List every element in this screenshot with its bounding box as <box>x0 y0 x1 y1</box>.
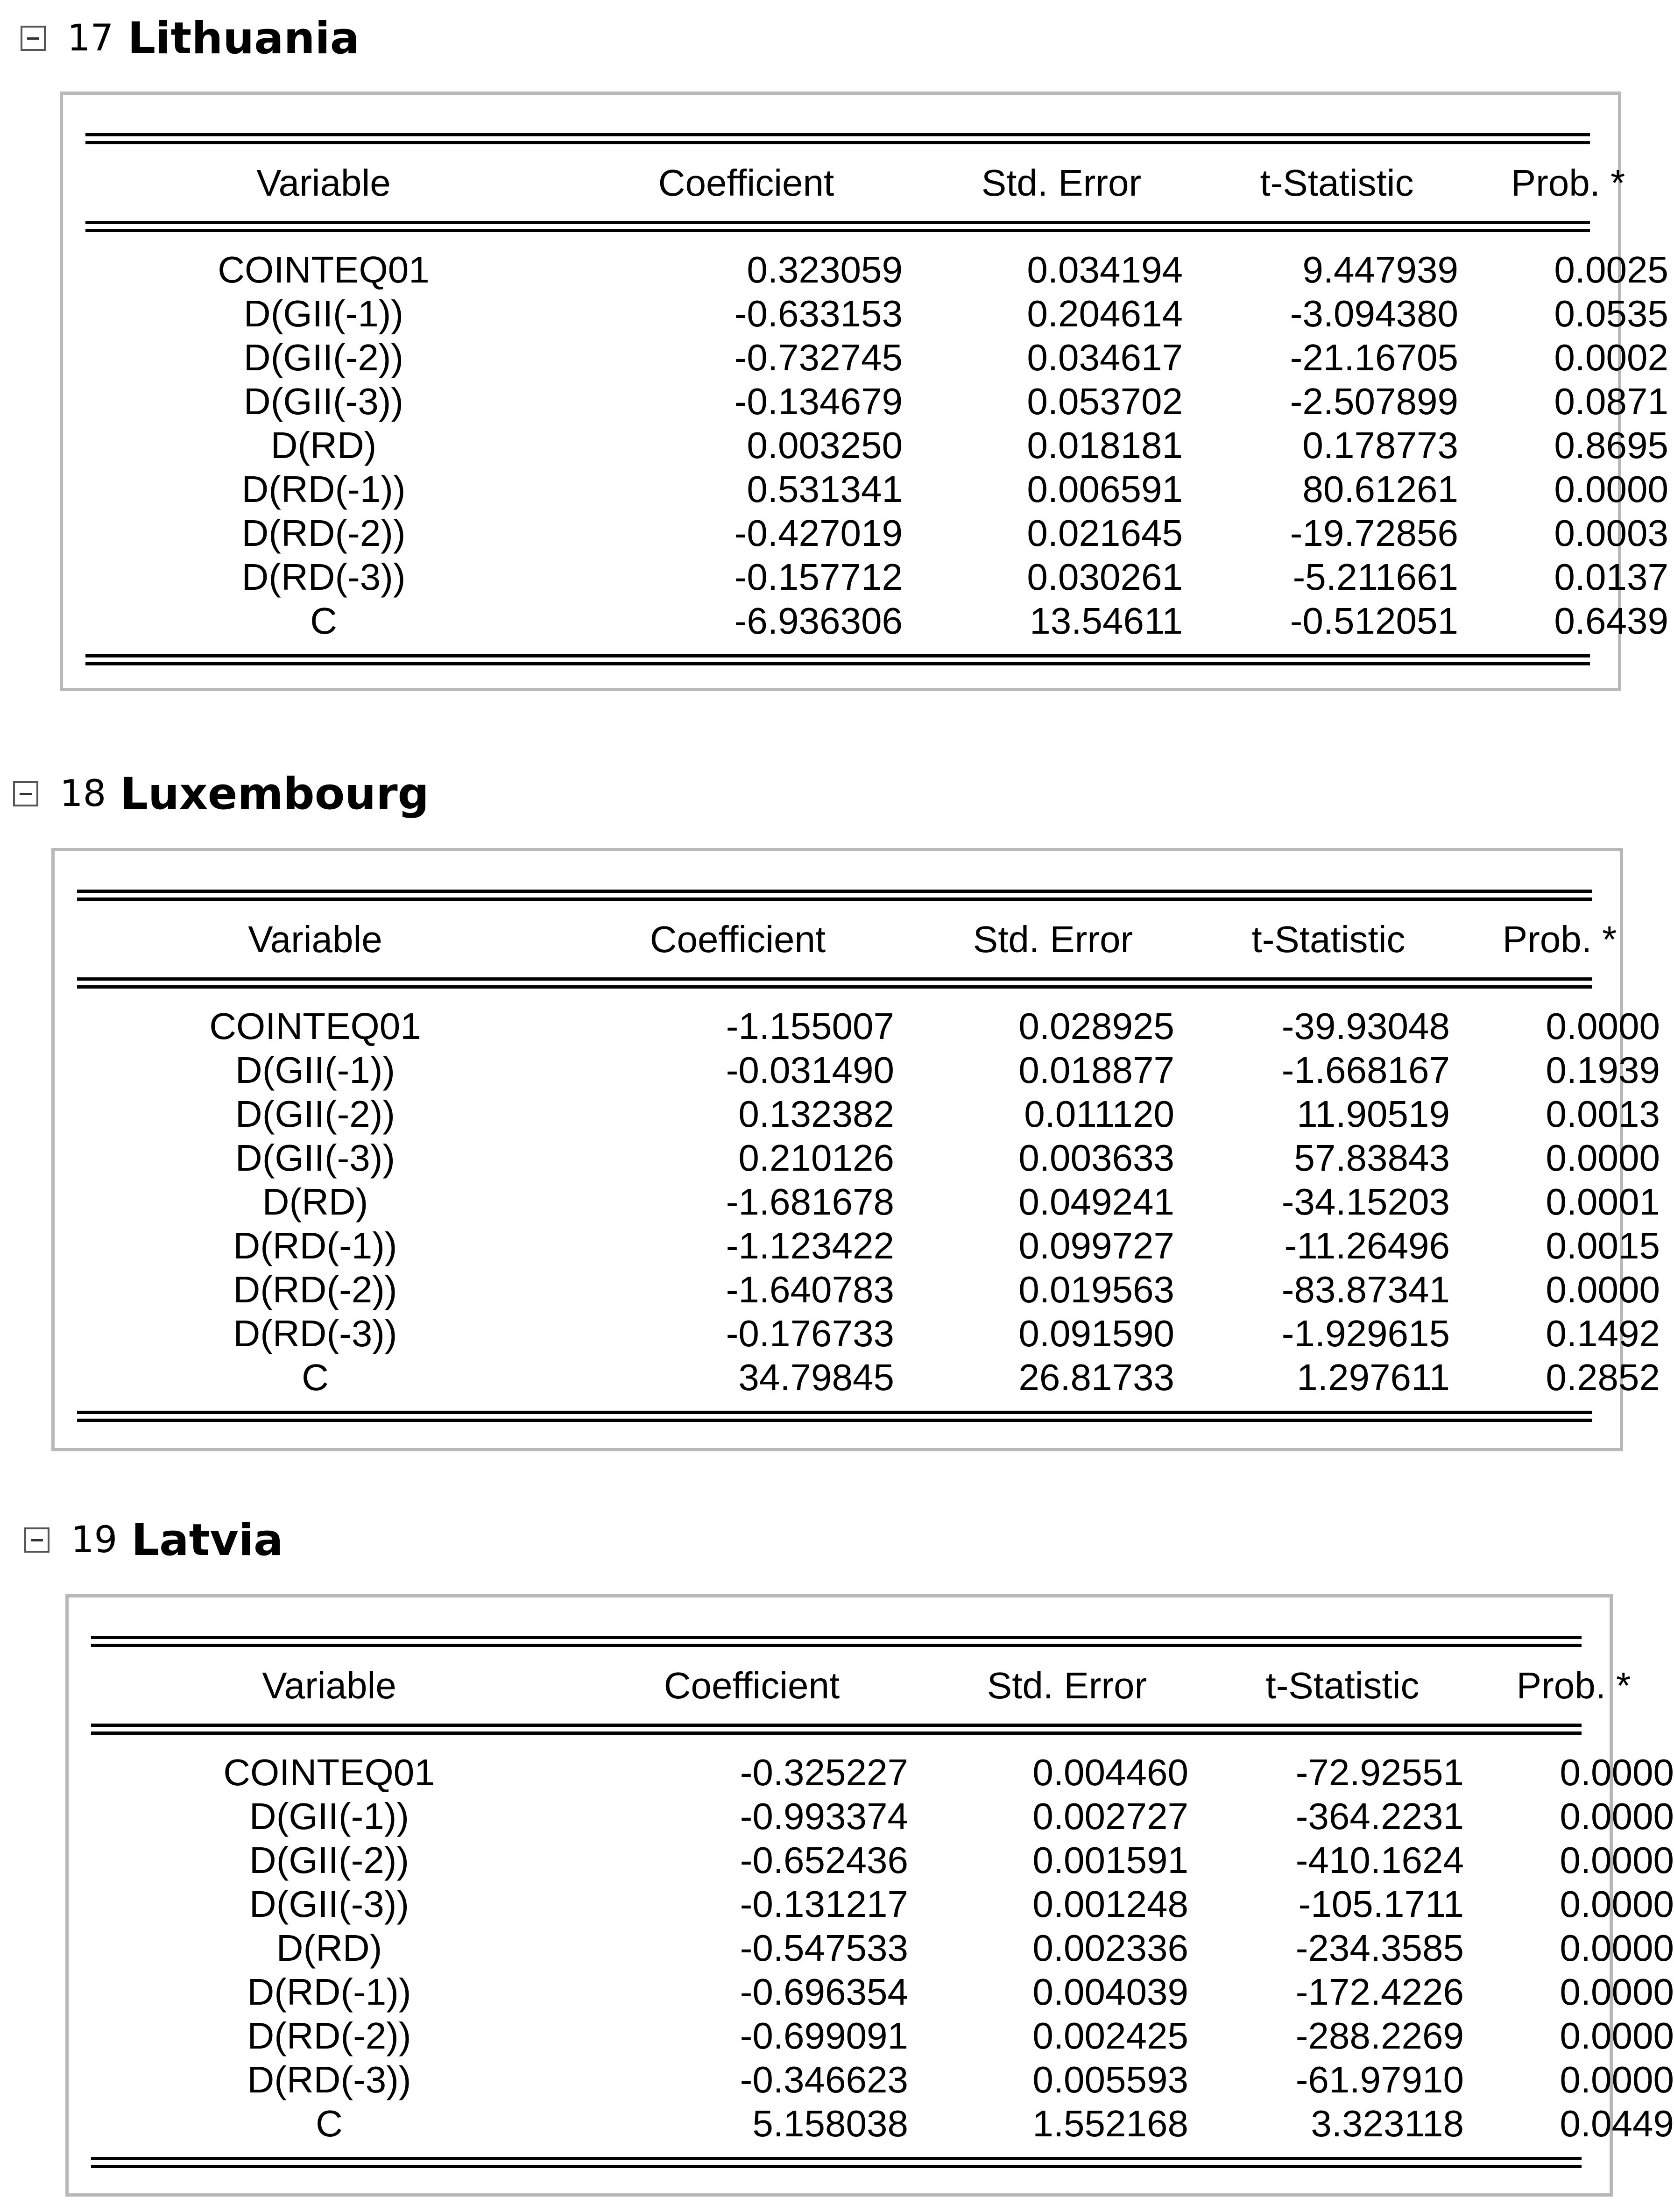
table-row <box>85 511 1668 555</box>
cell-std-error: 1.552168 <box>1032 2103 1188 2144</box>
cell-prob: 0.2852 <box>1546 1357 1660 1398</box>
cell-coefficient: 0.531341 <box>747 468 903 510</box>
table-row <box>85 336 1668 380</box>
cell-std-error: 0.030261 <box>1027 556 1183 598</box>
bottom-double-rule <box>91 2157 1582 2168</box>
table-row <box>77 1004 1660 1048</box>
table-header-row <box>85 161 1625 205</box>
table-row <box>77 1048 1660 1092</box>
table-row <box>91 1970 1674 2014</box>
column-header-coefficient: Coefficient <box>658 162 834 204</box>
cell-coefficient: 0.003250 <box>747 424 903 466</box>
table-row <box>85 599 1668 643</box>
cell-variable: D(GII(-2)) <box>243 337 404 378</box>
cell-std-error: 0.034194 <box>1027 249 1183 290</box>
table-row <box>91 2058 1674 2102</box>
cell-std-error: 0.053702 <box>1027 381 1183 422</box>
cell-coefficient: -0.131217 <box>740 1883 908 1925</box>
cell-prob: 0.0000 <box>1560 1883 1674 1925</box>
cell-prob: 0.1939 <box>1546 1049 1660 1091</box>
cell-t-statistic: 57.83843 <box>1294 1137 1450 1179</box>
cell-std-error: 0.002425 <box>1032 2015 1188 2057</box>
cell-t-statistic: -5.211661 <box>1293 556 1458 598</box>
table-row <box>77 1180 1660 1224</box>
cell-variable: COINTEQ01 <box>209 1005 421 1047</box>
cell-prob: 0.0000 <box>1560 1795 1674 1837</box>
table-row <box>91 1751 1674 1795</box>
cell-std-error: 0.006591 <box>1027 468 1183 510</box>
cell-prob: 0.0000 <box>1560 2015 1674 2057</box>
table-row <box>85 292 1668 336</box>
cell-variable: C <box>302 1357 329 1398</box>
cell-prob: 0.0000 <box>1560 1752 1674 1793</box>
cell-variable: COINTEQ01 <box>223 1752 435 1793</box>
cell-coefficient: -0.176733 <box>726 1313 894 1354</box>
cell-t-statistic: -3.094380 <box>1290 293 1458 334</box>
table-row <box>91 1882 1674 1926</box>
cell-coefficient: -0.652436 <box>740 1839 908 1881</box>
table-row <box>85 555 1668 599</box>
cell-t-statistic: -105.1711 <box>1298 1883 1464 1925</box>
collapse-minus-icon[interactable] <box>24 1527 49 1553</box>
table-row <box>77 1312 1660 1356</box>
cell-variable: D(RD(-3)) <box>241 556 406 598</box>
table-row <box>91 1926 1674 1970</box>
cell-variable: D(RD(-2)) <box>241 512 406 554</box>
table-row <box>85 424 1668 467</box>
cell-coefficient: 5.158038 <box>752 2103 908 2144</box>
cell-std-error: 0.001591 <box>1032 1839 1188 1881</box>
cell-std-error: 0.204614 <box>1027 293 1183 334</box>
results-table-panel <box>51 848 1660 1451</box>
top-double-rule <box>85 133 1590 144</box>
column-header-std-error: Std. Error <box>973 919 1133 960</box>
cell-coefficient: 0.323059 <box>747 249 903 290</box>
cell-t-statistic: 0.178773 <box>1302 424 1458 466</box>
cell-std-error: 0.021645 <box>1027 512 1183 554</box>
cell-variable: D(RD) <box>270 424 377 466</box>
cell-prob: 0.0001 <box>1546 1181 1660 1223</box>
section-title: Latvia <box>131 1514 283 1566</box>
cell-prob: 0.0025 <box>1554 249 1668 290</box>
table-row <box>91 2014 1674 2058</box>
table-row <box>85 380 1668 424</box>
section-header <box>13 766 429 822</box>
results-table-panel <box>65 1594 1674 2197</box>
top-double-rule <box>91 1636 1582 1647</box>
cell-std-error: 26.81733 <box>1018 1357 1174 1398</box>
cell-variable: D(RD) <box>276 1927 382 1969</box>
table-row <box>77 1224 1660 1268</box>
cell-coefficient: -0.699091 <box>740 2015 908 2057</box>
table-row <box>85 467 1668 511</box>
cell-t-statistic: -11.26496 <box>1284 1225 1450 1266</box>
cell-t-statistic: 3.323118 <box>1311 2103 1464 2144</box>
cell-variable: D(GII(-1)) <box>249 1795 410 1837</box>
cell-prob: 0.0000 <box>1546 1137 1660 1179</box>
cell-variable: D(RD(-1)) <box>241 468 406 510</box>
cell-coefficient: 34.79845 <box>738 1357 894 1398</box>
cell-std-error: 0.091590 <box>1018 1313 1174 1354</box>
cell-coefficient: -6.936306 <box>734 600 903 642</box>
section-title: Luxembourg <box>120 768 429 820</box>
top-double-rule <box>77 890 1592 901</box>
cell-std-error: 0.004039 <box>1032 1971 1188 2013</box>
cell-coefficient: -0.993374 <box>740 1795 908 1837</box>
cell-prob: 0.0000 <box>1560 2059 1674 2100</box>
section-header <box>24 1512 283 1568</box>
cell-prob: 0.0000 <box>1560 1927 1674 1969</box>
cell-variable: D(RD(-2)) <box>247 2015 411 2057</box>
column-header-coefficient: Coefficient <box>650 919 826 960</box>
column-header-t-statistic: t-Statistic <box>1265 1665 1420 1706</box>
cell-variable: D(GII(-2)) <box>235 1093 396 1135</box>
cell-std-error: 0.001248 <box>1032 1883 1188 1925</box>
cell-coefficient: -1.681678 <box>726 1181 894 1223</box>
cell-std-error: 0.018877 <box>1018 1049 1174 1091</box>
cell-coefficient: -1.123422 <box>726 1225 894 1266</box>
column-header-std-error: Std. Error <box>981 162 1142 204</box>
cell-coefficient: -0.157712 <box>734 556 903 598</box>
table-row <box>91 1795 1674 1838</box>
cell-coefficient: -0.633153 <box>734 293 903 334</box>
results-table-panel <box>60 92 1668 691</box>
column-header-variable: Variable <box>262 1665 396 1706</box>
cell-std-error: 0.005593 <box>1032 2059 1188 2100</box>
column-header-coefficient: Coefficient <box>664 1665 840 1706</box>
cell-t-statistic: -21.16705 <box>1290 337 1458 378</box>
cell-std-error: 0.018181 <box>1027 424 1183 466</box>
header-double-rule <box>91 1724 1582 1735</box>
table-row <box>91 2102 1674 2146</box>
cell-variable: C <box>316 2103 343 2144</box>
cell-prob: 0.0003 <box>1554 512 1668 554</box>
header-double-rule <box>77 977 1592 989</box>
cell-prob: 0.0137 <box>1554 556 1668 598</box>
cell-variable: D(GII(-1)) <box>243 293 404 334</box>
header-double-rule <box>85 221 1590 232</box>
cell-variable: D(RD(-1)) <box>247 1971 411 2013</box>
cell-std-error: 0.011120 <box>1024 1093 1174 1135</box>
column-header-t-statistic: t-Statistic <box>1260 162 1414 204</box>
cell-variable: D(GII(-3)) <box>249 1883 410 1925</box>
column-header-prob: Prob. * <box>1511 162 1625 204</box>
cell-prob: 0.6439 <box>1554 600 1668 642</box>
cell-t-statistic: -234.3585 <box>1295 1927 1464 1969</box>
section-header <box>21 10 360 66</box>
cell-std-error: 0.034617 <box>1027 337 1183 378</box>
cell-variable: D(GII(-3)) <box>235 1137 396 1179</box>
cell-prob: 0.8695 <box>1554 424 1668 466</box>
cell-coefficient: -0.696354 <box>740 1971 908 2013</box>
cell-prob: 0.0000 <box>1546 1269 1660 1310</box>
section-number: 17 <box>67 17 114 59</box>
table-row <box>77 1092 1660 1136</box>
cell-prob: 0.0000 <box>1560 1971 1674 2013</box>
cell-t-statistic: -19.72856 <box>1290 512 1458 554</box>
cell-coefficient: -1.155007 <box>726 1005 894 1047</box>
cell-coefficient: -0.732745 <box>734 337 903 378</box>
cell-t-statistic: -2.507899 <box>1290 381 1458 422</box>
collapse-minus-icon[interactable] <box>13 781 38 806</box>
cell-variable: D(GII(-3)) <box>243 381 404 422</box>
cell-prob: 0.0000 <box>1554 468 1668 510</box>
cell-prob: 0.0013 <box>1546 1093 1660 1135</box>
cell-coefficient: -0.547533 <box>740 1927 908 1969</box>
column-header-std-error: Std. Error <box>987 1665 1147 1706</box>
table-row <box>85 248 1668 292</box>
section-number: 19 <box>71 1519 118 1561</box>
cell-variable: D(GII(-1)) <box>235 1049 396 1091</box>
cell-t-statistic: -34.15203 <box>1281 1181 1450 1223</box>
cell-variable: C <box>310 600 337 642</box>
cell-t-statistic: -0.512051 <box>1290 600 1458 642</box>
table-header-row <box>77 918 1617 961</box>
cell-coefficient: 0.210126 <box>738 1137 894 1179</box>
cell-t-statistic: 9.447939 <box>1302 249 1458 290</box>
cell-prob: 0.0002 <box>1554 337 1668 378</box>
cell-coefficient: -1.640783 <box>726 1269 894 1310</box>
cell-variable: D(RD(-1)) <box>233 1225 397 1266</box>
cell-prob: 0.0449 <box>1560 2103 1674 2144</box>
cell-coefficient: 0.132382 <box>738 1093 894 1135</box>
collapse-minus-icon[interactable] <box>21 26 46 51</box>
cell-prob: 0.0871 <box>1554 381 1668 422</box>
cell-t-statistic: 1.297611 <box>1297 1357 1450 1398</box>
table-header-row <box>91 1664 1631 1708</box>
bottom-double-rule <box>77 1411 1592 1422</box>
table-row <box>77 1356 1660 1399</box>
column-header-prob: Prob. * <box>1502 919 1617 960</box>
cell-t-statistic: -1.668167 <box>1281 1049 1450 1091</box>
cell-std-error: 0.019563 <box>1018 1269 1174 1310</box>
table-row <box>77 1136 1660 1180</box>
table-row <box>91 1838 1674 1882</box>
cell-std-error: 0.004460 <box>1032 1752 1188 1793</box>
cell-variable: D(RD(-3)) <box>247 2059 411 2100</box>
bottom-double-rule <box>85 654 1590 665</box>
section-number: 18 <box>60 773 106 815</box>
cell-std-error: 0.099727 <box>1018 1225 1174 1266</box>
cell-t-statistic: -1.929615 <box>1281 1313 1450 1354</box>
cell-prob: 0.0000 <box>1560 1839 1674 1881</box>
cell-coefficient: -0.134679 <box>734 381 903 422</box>
cell-variable: D(RD(-3)) <box>233 1313 397 1354</box>
table-row <box>77 1268 1660 1312</box>
section-title: Lithuania <box>127 13 360 64</box>
cell-variable: D(GII(-2)) <box>249 1839 410 1881</box>
cell-prob: 0.1492 <box>1546 1313 1660 1354</box>
cell-t-statistic: -410.1624 <box>1295 1839 1464 1881</box>
cell-prob: 0.0000 <box>1546 1005 1660 1047</box>
cell-std-error: 0.049241 <box>1018 1181 1174 1223</box>
cell-variable: COINTEQ01 <box>218 249 430 290</box>
cell-prob: 0.0535 <box>1554 293 1668 334</box>
cell-t-statistic: -72.92551 <box>1295 1752 1464 1793</box>
cell-t-statistic: -172.4226 <box>1295 1971 1464 2013</box>
cell-t-statistic: -39.93048 <box>1281 1005 1450 1047</box>
cell-std-error: 0.003633 <box>1018 1137 1174 1179</box>
column-header-prob: Prob. * <box>1516 1665 1631 1706</box>
cell-std-error: 0.028925 <box>1018 1005 1174 1047</box>
cell-coefficient: -0.346623 <box>740 2059 908 2100</box>
cell-t-statistic: -61.97910 <box>1295 2059 1464 2100</box>
cell-coefficient: -0.031490 <box>726 1049 894 1091</box>
cell-variable: D(RD) <box>262 1181 368 1223</box>
column-header-t-statistic: t-Statistic <box>1251 919 1406 960</box>
cell-variable: D(RD(-2)) <box>233 1269 397 1310</box>
cell-prob: 0.0015 <box>1546 1225 1660 1266</box>
cell-t-statistic: -83.87341 <box>1281 1269 1450 1310</box>
cell-t-statistic: -288.2269 <box>1295 2015 1464 2057</box>
column-header-variable: Variable <box>248 919 382 960</box>
cell-t-statistic: 80.61261 <box>1302 468 1458 510</box>
cell-std-error: 0.002727 <box>1032 1795 1188 1837</box>
cell-std-error: 13.54611 <box>1030 600 1183 642</box>
cell-coefficient: -0.427019 <box>734 512 903 554</box>
cell-std-error: 0.002336 <box>1032 1927 1188 1969</box>
cell-t-statistic: 11.90519 <box>1297 1093 1450 1135</box>
column-header-variable: Variable <box>256 162 391 204</box>
cell-t-statistic: -364.2231 <box>1295 1795 1464 1837</box>
cell-coefficient: -0.325227 <box>740 1752 908 1793</box>
